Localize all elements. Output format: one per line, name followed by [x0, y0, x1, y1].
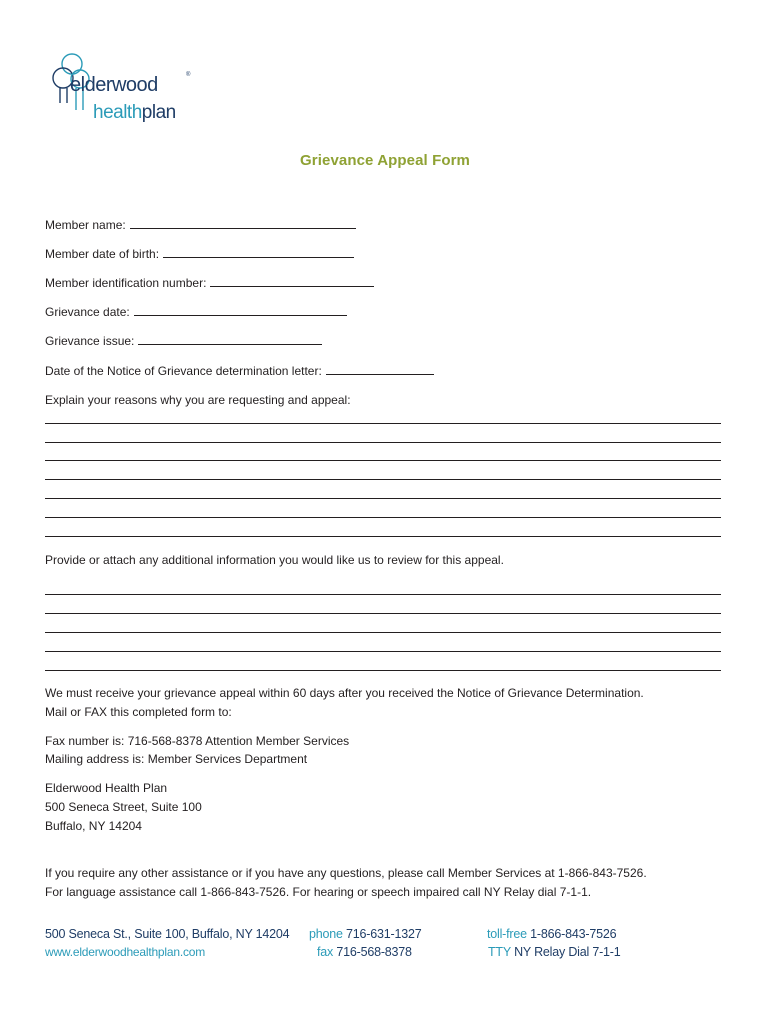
notice-date-blank[interactable]	[326, 364, 434, 375]
member-name-field	[45, 218, 356, 233]
dob-blank[interactable]	[163, 247, 354, 258]
additional-info-prompt: Provide or attach any additional information you would like us to review for this appeal.	[45, 553, 504, 567]
footer-tollfree-number: 1-866-843-7526	[530, 927, 617, 941]
footer-address: 500 Seneca St., Suite 100, Buffalo, NY 14204	[45, 927, 290, 941]
footer-phone-number: 716-631-1327	[346, 927, 422, 941]
logo-trademark: ®	[186, 72, 191, 78]
address-line: 500 Seneca Street, Suite 100	[45, 800, 202, 814]
grievance-issue-label: Grievance issue:	[45, 334, 135, 348]
footer-fax-number: 716-568-8378	[336, 945, 412, 959]
explain-line[interactable]	[45, 460, 721, 461]
grievance-date-field	[45, 305, 347, 320]
grievance-issue-field	[45, 334, 322, 349]
address-line: Buffalo, NY 14204	[45, 819, 142, 833]
explain-line[interactable]	[45, 479, 721, 480]
explain-line[interactable]	[45, 498, 721, 499]
explain-line[interactable]	[45, 442, 721, 443]
footer-phone-label: phone	[309, 927, 343, 941]
footer-tty	[488, 945, 621, 959]
instructions-line-1: We must receive your grievance appeal within 60 days after you received the Notice of Grievance Determination.	[45, 686, 644, 700]
footer-tollfree-label: toll-free	[487, 927, 527, 941]
additional-info-line[interactable]	[45, 594, 721, 595]
assistance-line-2: For language assistance call 1-866-843-7526. For hearing or speech impaired call NY Relay dial 7-1-1.	[45, 885, 592, 899]
footer-tollfree	[487, 927, 616, 941]
assistance-line-1: If you require any other assistance or if you have any questions, please call Member Services at 1-866-843-7526.	[45, 866, 647, 880]
page-title: Grievance Appeal Form	[300, 152, 470, 169]
logo-wordmark-elderwood: elderwood	[70, 74, 158, 96]
additional-info-line[interactable]	[45, 651, 721, 652]
additional-info-line[interactable]	[45, 632, 721, 633]
grievance-issue-blank[interactable]	[138, 334, 322, 345]
notice-date-label: Date of the Notice of Grievance determination letter:	[45, 364, 322, 378]
explain-line[interactable]	[45, 536, 721, 537]
footer-website[interactable]: www.elderwoodhealthplan.com	[45, 945, 206, 959]
dob-field	[45, 247, 354, 262]
footer-fax-label: fax	[317, 945, 334, 959]
explain-line[interactable]	[45, 423, 721, 424]
member-id-field	[45, 276, 374, 291]
explain-line[interactable]	[45, 517, 721, 518]
additional-info-line[interactable]	[45, 613, 721, 614]
footer-fax	[317, 945, 412, 959]
notice-date-field	[45, 364, 434, 379]
logo-word-health: health	[93, 102, 142, 123]
fax-line: Fax number is: 716-568-8378 Attention Member Services	[45, 734, 350, 748]
member-id-blank[interactable]	[210, 276, 374, 287]
mailing-line: Mailing address is: Member Services Department	[45, 752, 308, 766]
logo-wordmark-healthplan	[93, 102, 176, 124]
logo-word-plan: plan	[141, 102, 176, 123]
explain-prompt: Explain your reasons why you are requesting and appeal:	[45, 393, 351, 407]
footer-tty-number: NY Relay Dial 7-1-1	[514, 945, 621, 959]
grievance-date-label: Grievance date:	[45, 305, 130, 319]
dob-label: Member date of birth:	[45, 247, 160, 261]
footer-tty-label: TTY	[488, 945, 511, 959]
additional-info-line[interactable]	[45, 670, 721, 671]
footer-phone	[309, 927, 422, 941]
member-id-label: Member identification number:	[45, 276, 207, 290]
member-name-label: Member name:	[45, 218, 126, 232]
grievance-date-blank[interactable]	[134, 305, 347, 316]
address-line: Elderwood Health Plan	[45, 781, 168, 795]
member-name-blank[interactable]	[130, 218, 356, 229]
instructions-line-2: Mail or FAX this completed form to:	[45, 705, 232, 719]
